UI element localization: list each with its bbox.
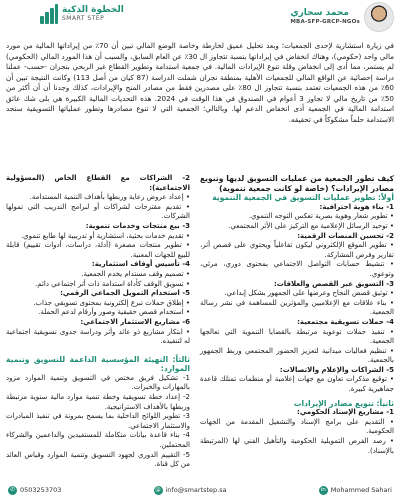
email-icon: @ [155, 487, 161, 493]
numbered-item: 3- تطوير اللوائح الداخلية بما يسمح بمرونة في تنفيذ المبادرات والاستثمار الاجتماعي. [6, 412, 190, 430]
footer-email[interactable] [154, 486, 227, 495]
bullet: • تنفيذ حملات توعوية مرتبطة بالقضايا التنموية التي تعالجها الجمعية. [200, 327, 394, 346]
bullet: • توحيد الرسائل الإعلامية مع التركيز على الأثر المجتمعي. [228, 221, 394, 230]
page-header [0, 0, 400, 40]
email-address[interactable]: info@smartstep.sa [165, 486, 227, 494]
smart-step-logo [40, 4, 124, 24]
numbered-item: 5- التقييم الدوري لجهود التسويق وتنمية الموارد وقياس العائد من كل قناة. [6, 450, 190, 469]
item-heading: 4- تأسيس أوقاف استثمارية: [91, 260, 190, 269]
footer-linkedin[interactable] [319, 486, 392, 495]
item-heading: 5- الشراكات والإعلام والاتصالات: [279, 365, 394, 374]
intro-paragraph: في زيارة استشارية لإحدى الجمعيات؛ وبعد تحليل عميق لخارطة وخاصة الوضع المالي تبين أن 70٪ من إيراداتها المالية من مورد مالي واحد (حكومي)، وهناك انخفاض في إيراداتها بنسبة تتجاوز ال 30٪ عن العام السابق، والسبب أن هذا المورد المالي (الحكومي) لم يستمر، مما أدى إلى انخفاض وقلة تنوع الإيرادات المالية. في جمعية استدامة وتطوير القطاع غير الربحي بنجران -حسب- عملنا دراسة إحصائية عن الواقع المالي للجمعيات الأهلية بمنطقة نجران شملت الدراسة (87 كيان من أصل 113) وكانت النتيجة تبين أن 60٪ من هذه الجمعيات تعتمد بنسبة تتجاوز ال 80٪ على مصدرين فقط من مصادر المنح والإيرادات، كذلك وجدنا أن أن أكثر من 50٪ من تاريخ مالي لا تجاوز 3 أعوام في الصندوق في هذا الوقت في 2024. هذه التحديات المالية الكبيرة هي بلى شك عائق استدامة المالية في الجمعية أدى انخفاض الدعم لها. وبالتالي؛ الجمعية التي لا تنوع مصادرها وتطور عملياتها التسويقية ستجد الاستدامة حلماً مشكوكاً في تحقيقه. [6, 41, 394, 124]
bullet: • تنظيم فعاليات ميدانية لتعزيز الحضور المجتمعي وربط الجمهور بالجمعية. [200, 346, 394, 365]
bullet: • تنشيط حسابات التواصل الاجتماعي بمحتوى دوري، مرئي، وتوعوي. [200, 260, 394, 278]
bullet: • توقيع مذكرات تعاون مع جهات إعلامية أو منظمات تمتلك قاعدة جماهيرية كبيرة. [200, 375, 394, 394]
bullet: • بناء علاقات مع الإعلاميين والمؤثرين للمساهمة في نشر رسالة الجمعية. [200, 298, 394, 317]
item-heading: 4- حملات تسويقية مجتمعية: [297, 317, 394, 326]
page-footer [0, 480, 400, 500]
logo-mark-icon [40, 4, 58, 24]
footer-phone [8, 486, 61, 495]
bullet: • تطوير منتجات مصغرة (أدلة، دراسات، أدوات تقييم) قابلة للبيع للجهات المعنية. [6, 241, 190, 259]
avatar [364, 2, 394, 32]
right-title: كيف تطور الجمعية من عمليات التسويق لديها وتنويع مصادر الإيرادات؟ (خاصة لو كانت جمعية تنموية) [200, 174, 394, 193]
section-1-title: أولاً: تطوير عمليات التسويق في الجمعية التنموية [212, 193, 394, 203]
bullet: • تطوير الموقع الإلكتروني ليكون تفاعلياً ويحتوي على قصص أثر، تقارير وفرص المشاركة. [200, 241, 394, 259]
item-heading: 3- بيع منتجات وخدمات تنموية: [85, 221, 190, 230]
section-3-title: ثالثاً: التهيئة المؤسسية الداعمة للتسويق وتنمية الموارد: [6, 354, 190, 374]
bullet: • إعداد عروض رعاية وربطها بأهداف التنمية المستدامة. [29, 193, 190, 202]
numbered-item: 4- بناء قاعدة بيانات متكاملة للمستفيدين والداعمين والشركاء المحتملين. [6, 431, 190, 450]
bullet: • تقديم خدمات بحثية، استشارية أو تدريبية لها طابع تنموي. [20, 231, 190, 240]
item-heading: 2- الشراكات مع القطاع الخاص (المسؤولية الاجتماعية): [6, 174, 190, 192]
linkedin-icon: in [320, 487, 326, 493]
bullet: • تصميم وقف مستدام يخدم الجمعية. [81, 269, 190, 278]
bullet: • تطوير شعار وهوية بصرية تعكس التوجه التنموي. [248, 212, 394, 221]
bullet: • التقديم على برامج الإسناد والتشغيل المقدمة من الجهات الحكومية. [200, 417, 394, 436]
linkedin-handle[interactable]: Mohammed Sahari [330, 486, 392, 494]
author-brand [290, 2, 394, 32]
item-heading: 3- التسويق عبر القصص والعلاقات: [273, 279, 394, 288]
bullet: • إطلاق حملات تبرع إلكترونية بمحتوى تسويقي جذاب. [33, 298, 190, 307]
bullet: • توثيق قصص النجاح وعرضها على الجمهور بشكل إبداعي. [224, 289, 394, 298]
author-name: محمد سحاري [290, 8, 349, 19]
item-heading: 1- بناء هوية احترافية: [319, 202, 394, 211]
logo-arabic-text: الخطوة الذكية [62, 5, 124, 16]
phone-icon: ✆ [8, 486, 17, 495]
bullet: • استخدام قصص حقيقية وصور وأرقام لدعم الحملة. [38, 308, 190, 317]
bullet: • تسويق الوقف كأداة استدامة ذات أثر اجتماعي دائم. [35, 279, 190, 288]
logo-english-text: SMART STEP [62, 14, 105, 22]
section-2-title: ثانياً: تنويع مصادر الإيرادات [293, 398, 394, 408]
left-column [6, 174, 190, 470]
item-heading: 5- استخدام التمويل الجماعي الرقمي: [60, 289, 190, 298]
bullet: • رصد الفرص التمويلية الحكومية والتأهيل الفني لها (المرتبطة بالإسناد). [200, 437, 394, 455]
right-column [200, 174, 394, 456]
phone-number: 0503253703 [20, 486, 62, 494]
item-heading: 1- مشاريع الإسناد الحكومي: [297, 408, 394, 417]
bullet: • ابتكار مشاريع ذو عائد وأثر ودراسة جدوى تسويقية اجتماعية له لتنفيذه. [6, 327, 190, 346]
bullet: • تقديم مقترحات لشراكات أو لبرامج التدريب التي تمولها الشركات. [6, 202, 190, 221]
numbered-item: 1- تشكيل فريق مختص في التسويق وتنمية الموارد مزود بالمهارات والخبرات. [6, 373, 190, 392]
author-credentials: MBA-SFP-GRCP-NGOs [290, 18, 360, 25]
numbered-item: 2- إعداد خطة تسويقية وخطة تنمية موارد مالية سنوية مرتبطة وربطها بالأهداف الاستراتيجية. [6, 393, 190, 411]
item-heading: 2- تحسين المنصات الرقمية: [297, 231, 394, 240]
item-heading: 6- مشاريع الاستثمار الاجتماعي: [80, 317, 190, 326]
